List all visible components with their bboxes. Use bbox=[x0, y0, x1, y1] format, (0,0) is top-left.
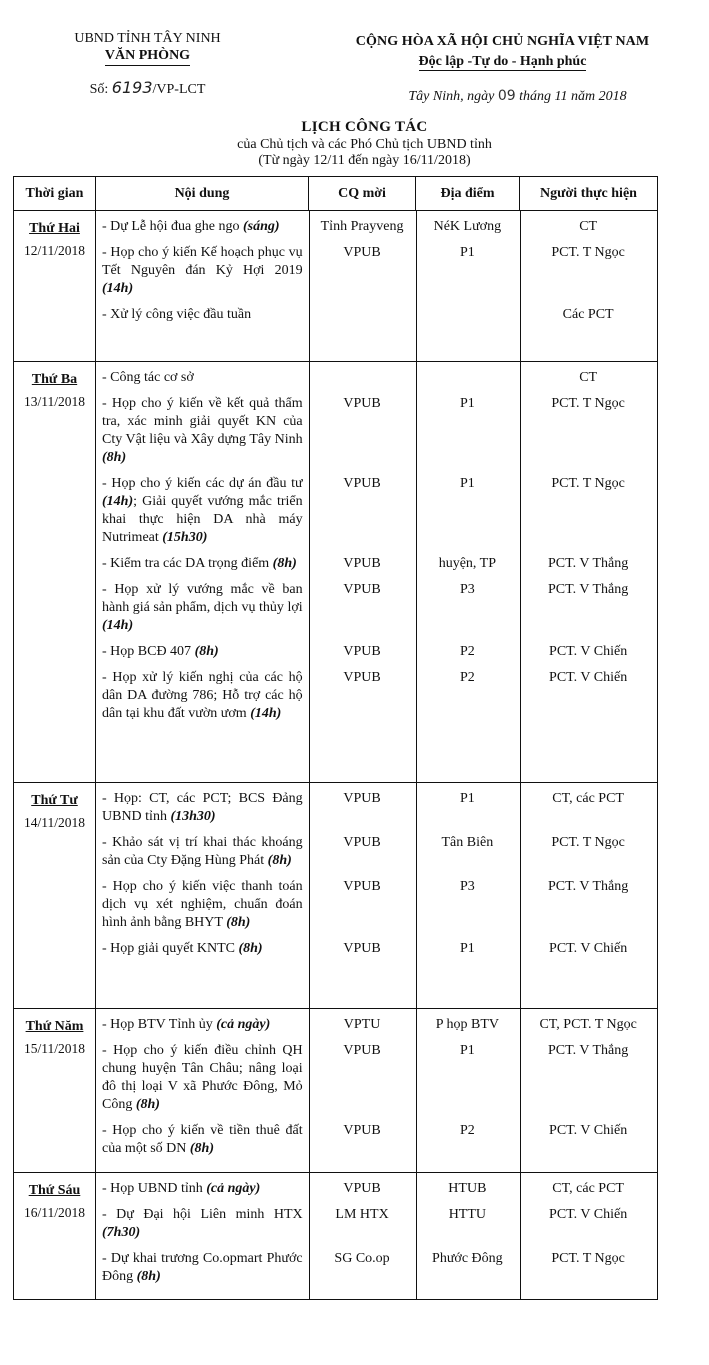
item-inviter: VPUB bbox=[343, 791, 381, 806]
item-inviter bbox=[309, 369, 416, 387]
day-name: Thứ Hai bbox=[29, 221, 80, 236]
day-row bbox=[14, 1009, 658, 1173]
item-time: (8h) bbox=[238, 941, 263, 956]
schedule-table bbox=[13, 176, 658, 1300]
day-cell bbox=[14, 1173, 96, 1300]
schedule-item bbox=[96, 669, 657, 723]
item-text: ; Giải quyết vướng mắc triển khai thực hiện DA nhà máy Nutrimeat bbox=[102, 494, 303, 545]
schedule-item bbox=[96, 555, 657, 573]
document-subtitle: của Chủ tịch và các Phó Chủ tịch UBND tỉnh bbox=[237, 137, 492, 152]
day-items-cell bbox=[96, 1009, 658, 1173]
item-inviter: VPUB bbox=[343, 476, 381, 491]
day-items-cell bbox=[96, 783, 658, 1009]
item-content bbox=[96, 1250, 309, 1286]
item-time: (8h) bbox=[102, 450, 127, 465]
document-date-range: (Từ ngày 12/11 đến ngày 16/11/2018) bbox=[258, 153, 471, 168]
item-time: (8h) bbox=[272, 556, 297, 571]
item-time: (8h) bbox=[136, 1269, 161, 1284]
item-person: PCT. T Ngọc bbox=[551, 396, 625, 411]
item-person: PCT. T Ngọc bbox=[551, 1251, 625, 1266]
item-place: P1 bbox=[459, 1043, 475, 1058]
national-block bbox=[300, 32, 705, 107]
item-content bbox=[96, 790, 309, 826]
item-person: PCT. V Thắng bbox=[548, 582, 629, 597]
country-name: CỘNG HÒA XÃ HỘI CHỦ NGHĨA VIỆT NAM bbox=[355, 34, 650, 49]
item-place: P họp BTV bbox=[435, 1017, 499, 1032]
item-inviter: VPUB bbox=[343, 670, 381, 685]
day-row bbox=[14, 362, 658, 783]
schedule-item bbox=[96, 244, 657, 298]
schedule-item bbox=[96, 643, 657, 661]
item-content bbox=[96, 1122, 309, 1158]
item-person: PCT. T Ngọc bbox=[551, 245, 625, 260]
document-title: LỊCH CÔNG TÁC bbox=[301, 119, 428, 135]
place-prefix: Tây Ninh, ngày bbox=[408, 89, 495, 104]
item-text: - Họp cho ý kiến Kế hoạch phục vụ Tết Nguyên đán Kỷ Hợi 2019 bbox=[102, 245, 303, 278]
item-content bbox=[96, 940, 309, 958]
item-content bbox=[96, 1016, 309, 1034]
day-cell bbox=[14, 211, 96, 362]
item-inviter: VPTU bbox=[343, 1017, 381, 1032]
item-inviter: VPUB bbox=[343, 396, 381, 411]
day-items-cell bbox=[96, 362, 658, 783]
place-date bbox=[300, 86, 705, 107]
item-content bbox=[96, 878, 309, 932]
item-text: - Dự khai trương Co.opmart Phước Đông bbox=[102, 1251, 303, 1284]
schedule-item bbox=[96, 790, 657, 826]
item-inviter: VPUB bbox=[343, 556, 381, 571]
item-person: CT bbox=[579, 219, 598, 234]
item-person: PCT. V Thắng bbox=[548, 556, 629, 571]
item-text: - Họp cho ý kiến điều chỉnh QH chung huyện Tân Châu; nâng loại đô thị loại V xã Phước Đông, Mỏ Công bbox=[102, 1043, 303, 1112]
item-person: PCT. V Chiến bbox=[549, 644, 628, 659]
item-inviter: VPUB bbox=[343, 1123, 381, 1138]
item-time: (8h) bbox=[189, 1141, 215, 1156]
schedule-item bbox=[96, 218, 657, 236]
document-number bbox=[40, 79, 255, 98]
item-inviter: VPUB bbox=[343, 941, 381, 956]
item-inviter: VPUB bbox=[343, 835, 381, 850]
schedule-item bbox=[96, 369, 657, 387]
item-place: huyện, TP bbox=[438, 556, 497, 571]
item-text: - Họp UBND tỉnh bbox=[102, 1181, 203, 1196]
schedule-item bbox=[96, 878, 657, 932]
item-person: CT, PCT. T Ngọc bbox=[539, 1017, 637, 1032]
item-place: P3 bbox=[459, 582, 475, 597]
item-content bbox=[96, 643, 309, 661]
day-name: Thứ Tư bbox=[31, 793, 78, 808]
item-inviter bbox=[309, 306, 416, 324]
day-cell bbox=[14, 1009, 96, 1173]
item-time: (8h) bbox=[226, 915, 251, 930]
item-place: P2 bbox=[459, 644, 475, 659]
item-person: PCT. T Ngọc bbox=[551, 835, 625, 850]
item-place: NéK Lương bbox=[433, 219, 502, 234]
day-date: 15/11/2018 bbox=[23, 1041, 85, 1056]
schedule-item bbox=[96, 395, 657, 467]
place-day-handwritten: 09 bbox=[497, 88, 516, 104]
schedule-item bbox=[96, 1016, 657, 1034]
item-content bbox=[96, 244, 309, 298]
item-place: Tân Biên bbox=[441, 835, 494, 850]
item-inviter: LM HTX bbox=[335, 1207, 389, 1222]
item-content bbox=[96, 1042, 309, 1114]
item-content bbox=[96, 475, 309, 547]
national-motto: Độc lập -Tự do - Hạnh phúc bbox=[418, 54, 587, 69]
schedule-item bbox=[96, 1122, 657, 1158]
item-content bbox=[96, 1180, 309, 1198]
issuer-office: VĂN PHÒNG bbox=[105, 47, 190, 66]
item-text: - Họp BCĐ 407 bbox=[102, 644, 192, 659]
schedule-item bbox=[96, 475, 657, 547]
item-place: P1 bbox=[459, 245, 475, 260]
schedule-item bbox=[96, 834, 657, 870]
item-text: - Họp: CT, các PCT; BCS Đảng UBND tỉnh bbox=[102, 791, 303, 824]
item-time: (cả ngày) bbox=[206, 1181, 261, 1196]
day-row bbox=[14, 211, 658, 362]
item-content bbox=[96, 395, 309, 467]
item-text: - Công tác cơ sở bbox=[102, 370, 194, 385]
item-inviter: VPUB bbox=[343, 1043, 381, 1058]
item-text: - Xử lý công việc đầu tuần bbox=[102, 307, 252, 322]
item-text: - Họp cho ý kiến các dự án đầu tư bbox=[102, 476, 303, 491]
day-cell bbox=[14, 783, 96, 1009]
item-person: PCT. V Chiến bbox=[549, 1207, 628, 1222]
item-text: - Dự Lễ hội đua ghe ngo bbox=[102, 219, 240, 234]
item-inviter: VPUB bbox=[343, 644, 381, 659]
item-time: (15h30) bbox=[162, 530, 208, 545]
item-place: P2 bbox=[459, 1123, 475, 1138]
item-person: CT bbox=[579, 370, 598, 385]
day-cell bbox=[14, 362, 96, 783]
schedule-item bbox=[96, 1250, 657, 1286]
item-content bbox=[96, 218, 309, 236]
item-text: - Họp cho ý kiến về tiền thuê đất của một số DN bbox=[102, 1123, 303, 1156]
day-date: 14/11/2018 bbox=[23, 815, 85, 830]
item-text: - Họp cho ý kiến về kết quả thẩm tra, xác minh giải quyết KN của Cty Vật liệu và Xây dựng Tây Ninh bbox=[102, 396, 303, 447]
number-suffix: /VP-LCT bbox=[152, 82, 206, 97]
day-name: Thứ Ba bbox=[31, 372, 78, 387]
item-person: PCT. T Ngọc bbox=[551, 476, 625, 491]
item-inviter: VPUB bbox=[343, 879, 381, 894]
item-text: - Họp xử lý kiến nghị của các hộ dân DA đường 786; Hỗ trợ các hộ dân tại khu đất vườn ươm bbox=[102, 670, 303, 721]
item-content bbox=[96, 555, 309, 573]
item-text: - Họp BTV Tỉnh ủy bbox=[102, 1017, 213, 1032]
item-time: (8h) bbox=[194, 644, 219, 659]
item-person: PCT. V Chiến bbox=[549, 941, 628, 956]
item-place: HTUB bbox=[448, 1181, 487, 1196]
item-text: - Họp cho ý kiến việc thanh toán dịch vụ xét nghiệm, chuẩn đoán hình ảnh bằng BHYT bbox=[102, 879, 303, 930]
item-content bbox=[96, 1206, 309, 1242]
column-header-inviter: CQ mời bbox=[309, 177, 416, 211]
item-inviter: VPUB bbox=[343, 245, 381, 260]
item-time: (8h) bbox=[135, 1097, 160, 1112]
schedule-item bbox=[96, 306, 657, 324]
item-content bbox=[96, 669, 309, 723]
item-place: P3 bbox=[459, 879, 475, 894]
item-content bbox=[96, 306, 309, 324]
item-place: P1 bbox=[459, 941, 475, 956]
item-place: P1 bbox=[459, 396, 475, 411]
item-time: (14h) bbox=[102, 494, 134, 509]
issuer-block bbox=[40, 30, 255, 98]
item-time: (14h) bbox=[102, 281, 134, 296]
schedule-item bbox=[96, 1042, 657, 1114]
schedule-item bbox=[96, 1206, 657, 1242]
day-row bbox=[14, 783, 658, 1009]
day-items-cell bbox=[96, 211, 658, 362]
number-handwritten: 6193 bbox=[111, 78, 153, 97]
schedule-item bbox=[96, 581, 657, 635]
schedule-item bbox=[96, 940, 657, 958]
day-name: Thứ Sáu bbox=[28, 1183, 81, 1198]
item-content bbox=[96, 581, 309, 635]
item-person: CT, các PCT bbox=[552, 1181, 624, 1196]
item-place bbox=[415, 306, 519, 324]
item-person: PCT. V Thắng bbox=[548, 879, 629, 894]
item-person: CT, các PCT bbox=[552, 791, 624, 806]
item-place bbox=[415, 369, 519, 387]
day-date: 12/11/2018 bbox=[23, 243, 85, 258]
item-place: HTTU bbox=[448, 1207, 487, 1222]
item-text: - Họp giải quyết KNTC bbox=[102, 941, 235, 956]
item-person: PCT. V Chiến bbox=[549, 670, 628, 685]
column-header-content: Nội dung bbox=[96, 177, 309, 211]
item-time: (13h30) bbox=[170, 809, 216, 824]
item-person: PCT. V Thắng bbox=[548, 1043, 629, 1058]
item-time: (7h30) bbox=[102, 1225, 141, 1240]
day-row bbox=[14, 1173, 658, 1300]
item-time: (sáng) bbox=[242, 219, 280, 234]
place-suffix: tháng 11 năm 2018 bbox=[519, 89, 627, 104]
item-place: P1 bbox=[459, 791, 475, 806]
day-name: Thứ Năm bbox=[25, 1019, 84, 1034]
item-inviter: VPUB bbox=[343, 1181, 381, 1196]
item-content bbox=[96, 834, 309, 870]
table-header-row bbox=[14, 177, 658, 211]
item-time: (cả ngày) bbox=[216, 1017, 271, 1032]
day-date: 13/11/2018 bbox=[23, 394, 85, 409]
item-text: - Họp xử lý vướng mắc về ban hành giá sản phẩm, dịch vụ thủy lợi bbox=[102, 582, 303, 615]
number-prefix: Số: bbox=[89, 82, 109, 97]
item-inviter: SG Co.op bbox=[334, 1251, 390, 1266]
column-header-time: Thời gian bbox=[14, 177, 96, 211]
item-inviter: VPUB bbox=[343, 582, 381, 597]
day-date: 16/11/2018 bbox=[23, 1205, 85, 1220]
document-titles bbox=[0, 118, 709, 169]
item-text: - Kiểm tra các DA trọng điểm bbox=[102, 556, 270, 571]
item-inviter: Tỉnh Prayveng bbox=[320, 219, 404, 234]
item-time: (8h) bbox=[267, 853, 292, 868]
item-text: - Dự Đại hội Liên minh HTX bbox=[102, 1207, 303, 1222]
item-person: PCT. V Chiến bbox=[549, 1123, 628, 1138]
item-text: - Khảo sát vị trí khai thác khoáng sản của Cty Đặng Hùng Phát bbox=[102, 835, 303, 868]
schedule-item bbox=[96, 1180, 657, 1198]
column-header-person: Người thực hiện bbox=[520, 177, 658, 211]
column-header-place: Địa điểm bbox=[416, 177, 520, 211]
item-place: P1 bbox=[459, 476, 475, 491]
item-person: Các PCT bbox=[562, 307, 614, 322]
item-place: P2 bbox=[459, 670, 475, 685]
day-items-cell bbox=[96, 1173, 658, 1300]
item-time: (14h) bbox=[250, 706, 282, 721]
issuer-org: UBND TỈNH TÂY NINH bbox=[74, 31, 221, 46]
item-place: Phước Đông bbox=[432, 1251, 503, 1266]
item-time: (14h) bbox=[102, 618, 134, 633]
item-content bbox=[96, 369, 309, 387]
